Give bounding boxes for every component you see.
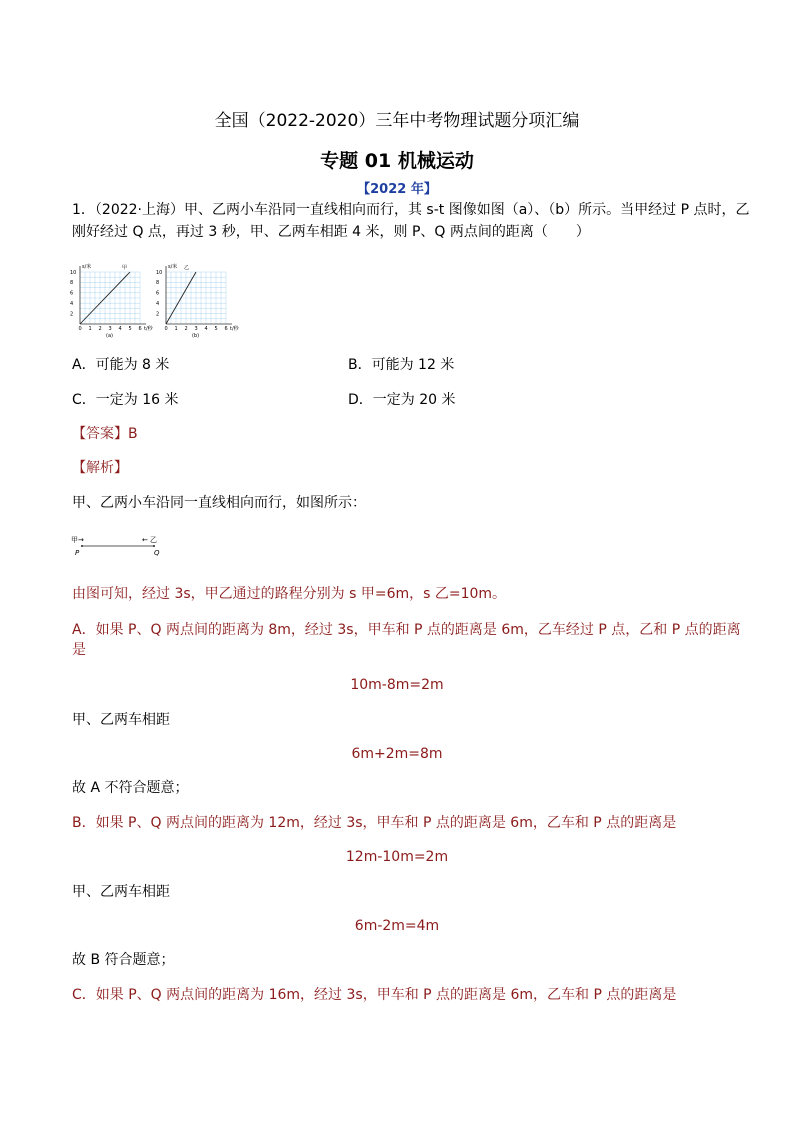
x-tick-label: 5 xyxy=(128,326,132,332)
y-tick-label: 6 xyxy=(70,290,74,297)
from-graph-text: 由图可知，经过 3s，甲乙通过的路程分别为 s 甲=6m，s 乙=10m。 xyxy=(72,586,507,602)
analysis-intro: 甲、乙两小车沿同一直线相向而行，如图所示： xyxy=(72,495,366,511)
x-tick-label: 6 xyxy=(224,326,228,332)
graph-b-ylabel: s/米 xyxy=(168,264,178,270)
document-title: 全国（2022-2020）三年中考物理试题分项汇编 xyxy=(214,111,580,131)
y-tick-label: 10 xyxy=(156,269,163,276)
answer-label: 【答案】B xyxy=(72,426,138,442)
equation-4: 6m-2m=4m xyxy=(354,918,440,934)
y-tick-label: 8 xyxy=(70,280,74,287)
option-c: C．一定为 16 米 xyxy=(72,392,179,408)
pq-left-arrow: → xyxy=(78,536,84,544)
topic-title: 专题 01 机械运动 xyxy=(320,150,474,172)
x-tick-label: 5 xyxy=(214,326,218,332)
pq-left-label: 甲 xyxy=(71,536,78,544)
pq-p-label: P xyxy=(75,549,80,557)
analysis-label: 【解析】 xyxy=(72,460,128,476)
case-a-line-1: A．如果 P、Q 两点间的距离为 8m，经过 3s，甲车和 P 点的距离是 6m，乙车经过 P 点，乙和 P 点的距离 xyxy=(72,622,741,638)
x-tick-label: 1 xyxy=(174,326,178,332)
graph-a-grid xyxy=(80,272,140,324)
y-tick-label: 8 xyxy=(156,280,160,287)
equation-1: 10m-8m=2m xyxy=(350,677,444,693)
equation-3: 12m-10m=2m xyxy=(345,849,449,865)
x-tick-label: 4 xyxy=(118,326,122,332)
x-tick-label: 3 xyxy=(108,326,112,332)
pq-diagram xyxy=(68,532,178,562)
point-p xyxy=(81,545,83,547)
y-tick-label: 2 xyxy=(70,311,74,318)
year-tag: 【2022 年】 xyxy=(357,182,437,197)
point-q xyxy=(153,545,155,547)
graph-b-caption: (b) xyxy=(192,333,200,338)
graph-b-xlabel: t/秒 xyxy=(230,326,239,332)
pq-q-label: Q xyxy=(154,549,160,557)
x-tick-label: 2 xyxy=(98,326,102,332)
x-tick-label: 0 xyxy=(164,326,168,332)
case-a-line-2: 是 xyxy=(72,642,86,658)
case-a-conclusion: 故 A 不符合题意； xyxy=(72,780,189,796)
graph-b-line-label: 乙 xyxy=(184,265,190,271)
case-b-line: B．如果 P、Q 两点间的距离为 12m，经过 3s，甲车和 P 点的距离是 6m，乙车和 P 点的距离是 xyxy=(72,815,677,831)
graph-a-ylabel: s/米 xyxy=(82,264,92,270)
option-a: A．可能为 8 米 xyxy=(72,357,170,373)
graph-b xyxy=(152,260,242,338)
pq-right-label: 乙 xyxy=(150,536,157,544)
option-d: D．一定为 20 米 xyxy=(348,392,456,408)
x-tick-label: 4 xyxy=(204,326,208,332)
graph-a xyxy=(66,260,156,338)
y-tick-label: 4 xyxy=(70,301,74,307)
graph-b-grid xyxy=(166,272,226,324)
x-tick-label: 6 xyxy=(138,326,142,332)
distance-label-2: 甲、乙两车相距 xyxy=(72,884,170,900)
y-tick-label: 4 xyxy=(156,301,160,307)
equation-2: 6m+2m=8m xyxy=(351,746,443,762)
question-line-2: 刚好经过 Q 点，再过 3 秒，甲、乙两车相距 4 米，则 P、Q 两点间的距离（ ） xyxy=(72,224,590,240)
distance-label-1: 甲、乙两车相距 xyxy=(72,712,170,728)
x-tick-label: 3 xyxy=(194,326,198,332)
question-line-1: 1．（2022·上海）甲、乙两小车沿同一直线相向而行，其 s-t 图像如图（a）、（b）所示。当甲经过 P 点时，乙 xyxy=(72,202,750,218)
graph-a-line-label: 甲 xyxy=(122,265,128,271)
x-tick-label: 1 xyxy=(88,326,92,332)
graph-a-xlabel: t/秒 xyxy=(144,326,153,332)
case-b-conclusion: 故 B 符合题意； xyxy=(72,952,175,968)
pq-right-arrow: ← xyxy=(142,536,148,544)
x-tick-label: 2 xyxy=(184,326,188,332)
x-tick-label: 0 xyxy=(78,326,82,332)
case-c-line: C．如果 P、Q 两点间的距离为 16m，经过 3s，甲车和 P 点的距离是 6m，乙车和 P 点的距离是 xyxy=(72,987,677,1003)
y-tick-label: 6 xyxy=(156,290,160,297)
y-tick-label: 2 xyxy=(156,311,160,318)
y-tick-label: 10 xyxy=(70,269,77,276)
option-b: B．可能为 12 米 xyxy=(348,357,455,373)
graph-a-caption: (a) xyxy=(106,333,113,338)
